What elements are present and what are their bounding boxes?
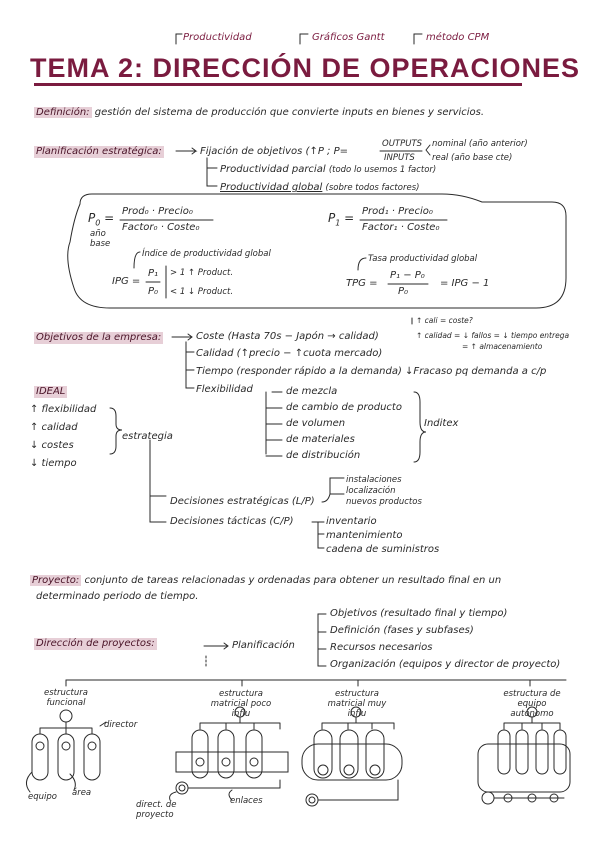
- definicion-text: gestión del sistema de producción que convierte inputs en bienes y servicios.: [94, 107, 485, 118]
- area-label: área: [72, 788, 92, 798]
- direccion-item-2: Definición (fases y subfases): [330, 625, 474, 636]
- p0-denominator: Factor₀ · Coste₀: [122, 222, 200, 233]
- tpg-label: TPG =: [346, 278, 378, 289]
- direct-proyecto-label: direct. de proyecto: [136, 800, 177, 820]
- ideal-item-3: ↓ costes: [30, 440, 74, 451]
- ipg-title: Índice de productividad global: [142, 249, 271, 259]
- estructura-matricial-poco: estructura matricial poco influ: [210, 689, 272, 719]
- arrow-cpm: [414, 34, 422, 44]
- ipg-label: IPG =: [112, 276, 141, 287]
- objetivo-tiempo: Tiempo (responder rápido a la demanda) ↓Fracaso pq demanda a c/p: [196, 366, 547, 377]
- direccion-item-1: Objetivos (resultado final y tiempo): [330, 608, 508, 619]
- ipg-greater: > 1 ↑ Product.: [170, 268, 234, 278]
- definicion-label: Definición:: [36, 107, 90, 118]
- fijacion-text: Fijación de objetivos (↑P ; P=: [200, 146, 348, 157]
- ipg-less: < 1 ↓ Product.: [170, 287, 234, 297]
- direccion-item-3: Recursos necesarios: [330, 642, 433, 653]
- productividad-parcial-note: (todo lo usemos 1 factor): [328, 165, 437, 175]
- proyecto-line2: determinado periodo de tiempo.: [36, 591, 199, 602]
- p0-numerator: Prod₀ · Precio₀: [122, 206, 193, 217]
- productividad-global: Productividad global: [220, 182, 323, 193]
- flex-item-1: de mezcla: [286, 386, 338, 397]
- flex-item-5: de distribución: [286, 450, 361, 461]
- proyecto-line1: conjunto de tareas relacionadas y ordenadas para obtener un resultado final en un: [84, 575, 502, 586]
- direccion-item-4: Organización (equipos y director de proyecto): [330, 659, 561, 670]
- planificacion-node: Planificación: [232, 640, 295, 651]
- arrow-gantt: [300, 34, 308, 44]
- decisiones-tacticas: Decisiones tácticas (C/P): [170, 516, 294, 527]
- ideal-item-1: ↑ flexibilidad: [30, 404, 97, 415]
- ipg-numerator: P₁: [148, 268, 159, 279]
- note-cali-coste: ↑ cali = coste?: [416, 316, 473, 325]
- estrategia-label: estrategia: [122, 431, 173, 442]
- inditex-label: Inditex: [424, 418, 459, 429]
- fraction-outputs: OUTPUTS: [382, 139, 423, 149]
- note-almacenamiento: = ↑ almacenamiento: [462, 342, 543, 351]
- planificacion-label: Planificación estratégica:: [36, 146, 162, 157]
- tacticas-item-3: cadena de suministros: [326, 544, 440, 555]
- ipg-denominator: P₀: [148, 286, 159, 297]
- tpg-numerator: P₁ − P₀: [390, 270, 425, 281]
- arrow-productividad: [176, 34, 182, 44]
- ideal-item-4: ↓ tiempo: [30, 458, 77, 469]
- p1-lhs: $P_1$ =: [328, 211, 355, 228]
- tpg-rhs: = IPG − 1: [440, 278, 490, 289]
- anio-base-note: año base: [90, 229, 111, 249]
- estructura-matricial-muy: estructura matricial muy influ: [327, 689, 387, 719]
- header-link-cpm: método CPM: [426, 32, 490, 43]
- flex-item-3: de volumen: [286, 418, 346, 429]
- ideal-label: IDEAL: [36, 386, 66, 397]
- equipo-label: equipo: [28, 792, 57, 802]
- estructura-funcional: estructura funcional: [44, 688, 88, 708]
- flex-item-4: de materiales: [286, 434, 355, 445]
- enlaces-label: enlaces: [230, 796, 263, 806]
- decisiones-estrategicas: Decisiones estratégicas (L/P): [170, 496, 315, 507]
- objetivo-coste: Coste (Hasta 70s − Japón → calidad): [196, 331, 379, 342]
- header-link-gantt: Gráficos Gantt: [312, 32, 385, 43]
- estrategicas-item-2: localización: [346, 486, 396, 496]
- ideal-item-2: ↑ calidad: [30, 422, 78, 433]
- estructura-autonomo: estructura de equipo autónomo: [503, 689, 561, 719]
- objetivo-flexibilidad: Flexibilidad: [196, 384, 253, 395]
- p1-denominator: Factor₁ · Coste₀: [362, 222, 440, 233]
- tpg-denominator: P₀: [398, 286, 409, 297]
- director-label: director: [104, 720, 138, 730]
- page-title: TEMA 2: DIRECCIÓN DE OPERACIONES: [30, 53, 581, 83]
- fraction-inputs: INPUTS: [384, 153, 415, 163]
- productividad-parcial: Productividad parcial: [220, 164, 326, 175]
- estrategicas-item-1: instalaciones: [346, 475, 402, 485]
- header-link-productividad: Productividad: [183, 32, 252, 43]
- objetivos-label: Objetivos de la empresa:: [36, 332, 162, 343]
- nominal-text: nominal (año anterior): [432, 139, 528, 149]
- estrategicas-item-3: nuevos productos: [346, 497, 422, 507]
- proyecto-label: Proyecto:: [32, 575, 80, 586]
- tpg-title: Tasa productividad global: [368, 254, 478, 264]
- objetivo-calidad: Calidad (↑precio − ↑cuota mercado): [196, 348, 383, 359]
- flex-item-2: de cambio de producto: [286, 402, 402, 413]
- productividad-global-note: (sobre todos factores): [325, 183, 420, 193]
- note-calidad-fallos: ↑ calidad = ↓ fallos = ↓ tiempo entrega: [416, 331, 570, 340]
- p0-lhs: $P_0$ =: [88, 211, 115, 228]
- p1-numerator: Prod₁ · Precio₀: [362, 206, 433, 217]
- tacticas-item-2: mantenimiento: [326, 530, 403, 541]
- direccion-label: Dirección de proyectos:: [36, 638, 155, 649]
- real-text: real (año base cte): [432, 153, 513, 163]
- tacticas-item-1: inventario: [326, 516, 377, 527]
